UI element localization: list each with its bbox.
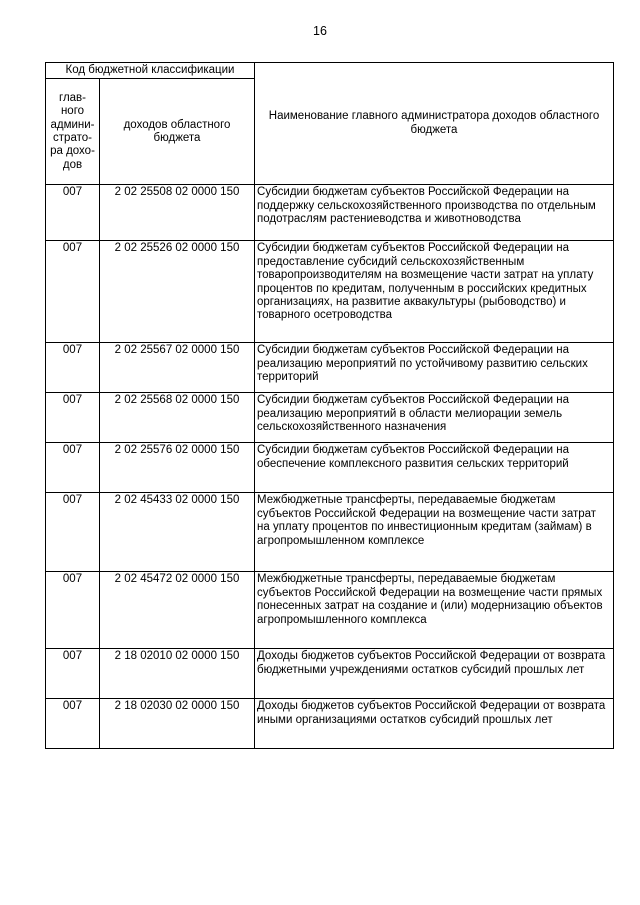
income-code-cell: 2 02 25526 02 0000 150 — [100, 241, 255, 343]
income-name-cell: Субсидии бюджетам субъектов Российской Федерации на предоставление субсидий сельскохозяйственным товаропроизводителям на возмещение части затрат на уплату процентов по кредитам, полученным в российских кредитных организациях, на развитие аквакультуры (рыбоводство) и товарного осетроводства — [255, 241, 614, 343]
table-row — [46, 493, 614, 572]
header-administrator-name: Наименование главного администратора доходов областного бюджета — [255, 63, 614, 185]
income-code-cell: 2 02 25576 02 0000 150 — [100, 443, 255, 493]
income-code-cell: 2 18 02010 02 0000 150 — [100, 649, 255, 699]
admin-code-cell: 007 — [46, 493, 100, 572]
table-row — [46, 185, 614, 241]
income-name-cell: Межбюджетные трансферты, передаваемые бюджетам субъектов Российской Федерации на возмещение части прямых понесенных затрат на создание и (или) модернизацию объектов агропромышленного комплекса — [255, 572, 614, 649]
income-name-cell: Субсидии бюджетам субъектов Российской Федерации на поддержку сельскохозяйственного производства по отдельным подотраслям растениеводства и животноводства — [255, 185, 614, 241]
income-name-cell: Доходы бюджетов субъектов Российской Федерации от возврата иными организациями остатков субсидий прошлых лет — [255, 699, 614, 749]
income-name-cell: Субсидии бюджетам субъектов Российской Федерации на реализацию мероприятий по устойчивому развитию сельских территорий — [255, 343, 614, 393]
table-row — [46, 443, 614, 493]
admin-code-cell: 007 — [46, 649, 100, 699]
admin-code-cell: 007 — [46, 185, 100, 241]
income-code-cell: 2 02 45472 02 0000 150 — [100, 572, 255, 649]
header-budget-classification-code: Код бюджетной классификации — [46, 63, 255, 79]
income-code-cell: 2 02 25567 02 0000 150 — [100, 343, 255, 393]
table-row — [46, 572, 614, 649]
admin-code-cell: 007 — [46, 699, 100, 749]
income-code-cell: 2 02 25568 02 0000 150 — [100, 393, 255, 443]
income-name-cell: Межбюджетные трансферты, передаваемые бюджетам субъектов Российской Федерации на возмещение части затрат на уплату процентов по инвестиционным кредитам (займам) в агропромышленном комплексе — [255, 493, 614, 572]
income-code-cell: 2 18 02030 02 0000 150 — [100, 699, 255, 749]
admin-code-cell: 007 — [46, 343, 100, 393]
income-name-cell: Доходы бюджетов субъектов Российской Федерации от возврата бюджетными учреждениями остатков субсидий прошлых лет — [255, 649, 614, 699]
page-number: 16 — [313, 24, 327, 38]
income-code-cell: 2 02 25508 02 0000 150 — [100, 185, 255, 241]
header-regional-budget-income: доходов областного бюджета — [100, 79, 255, 185]
table-row — [46, 343, 614, 393]
income-name-cell: Субсидии бюджетам субъектов Российской Федерации на реализацию мероприятий в области мелиорации земель сельскохозяйственного назначения — [255, 393, 614, 443]
table-row — [46, 699, 614, 749]
table-row — [46, 241, 614, 343]
table-row — [46, 393, 614, 443]
table-row — [46, 649, 614, 699]
budget-classification-table — [45, 62, 614, 749]
income-name-cell: Субсидии бюджетам субъектов Российской Федерации на обеспечение комплексного развития сельских территорий — [255, 443, 614, 493]
admin-code-cell: 007 — [46, 572, 100, 649]
income-code-cell: 2 02 45433 02 0000 150 — [100, 493, 255, 572]
admin-code-cell: 007 — [46, 443, 100, 493]
header-main-administrator: глав-ного админи-страто-ра дохо-дов — [46, 79, 100, 185]
admin-code-cell: 007 — [46, 241, 100, 343]
admin-code-cell: 007 — [46, 393, 100, 443]
